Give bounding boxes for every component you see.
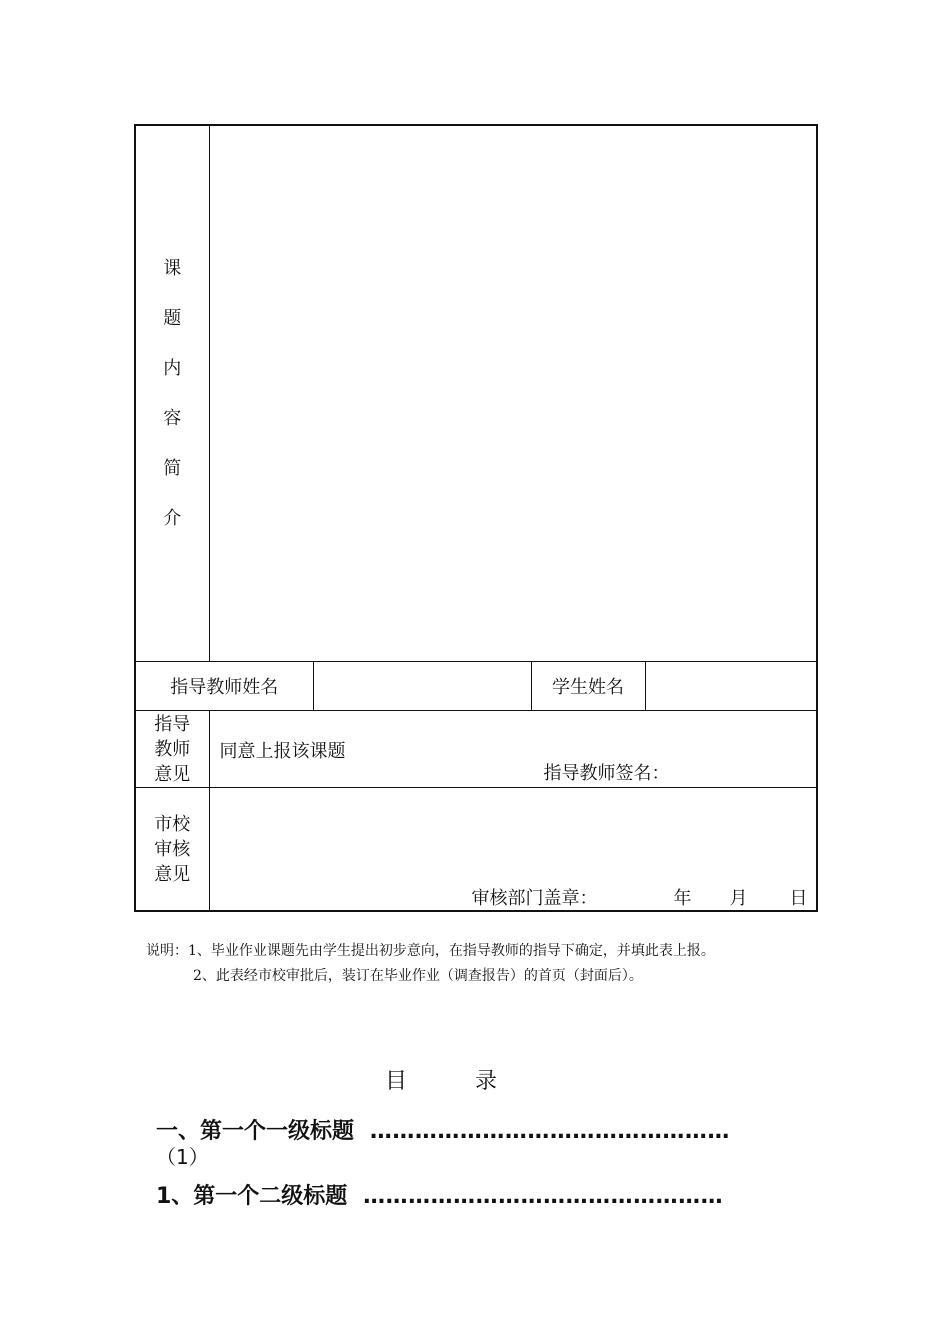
toc-entry[interactable] — [156, 1179, 806, 1210]
note-line-1: 说明：1、毕业作业课题先由学生提出初步意向，在指导教师的指导下确定，并填此表上报。 — [146, 943, 715, 959]
advisor-opinion-label — [135, 711, 209, 788]
student-name-label: 学生姓名 — [531, 662, 645, 711]
form-notes — [146, 939, 715, 989]
label-line: 意见 — [154, 863, 191, 885]
topic-content-field[interactable] — [209, 125, 817, 662]
toc-leader-dots: ………………………………………… — [354, 1184, 724, 1209]
topic-content-label — [135, 125, 209, 662]
review-stamp-label: 审核部门盖章： — [471, 888, 598, 909]
advisor-opinion-field[interactable] — [209, 711, 817, 788]
label-char: 简 — [163, 457, 182, 479]
date-month-label: 月 — [729, 888, 748, 909]
advisor-name-label: 指导教师姓名 — [135, 662, 313, 711]
student-name-field[interactable] — [645, 662, 817, 711]
advisor-name-field[interactable] — [313, 662, 531, 711]
label-line: 指导 — [154, 713, 191, 735]
label-line: 教师 — [154, 738, 191, 760]
toc-entry[interactable] — [156, 1114, 806, 1145]
label-char: 容 — [163, 407, 182, 429]
topic-application-form — [134, 124, 818, 912]
review-opinion-label — [135, 788, 209, 912]
advisor-opinion-text: 同意上报该课题 — [219, 741, 346, 762]
date-day-label: 日 — [789, 888, 808, 909]
label-line: 审核 — [154, 838, 191, 860]
label-char: 题 — [163, 307, 182, 329]
label-char: 课 — [163, 257, 182, 279]
advisor-signature-label: 指导教师签名： — [543, 763, 670, 784]
review-opinion-field[interactable] — [209, 788, 817, 912]
label-char: 内 — [163, 357, 182, 379]
label-line: 意见 — [154, 763, 191, 785]
label-line: 市校 — [154, 813, 191, 835]
toc-entry-page: （1） — [156, 1145, 209, 1169]
toc-title: 目录 — [384, 1069, 565, 1094]
label-char: 介 — [163, 507, 182, 529]
toc-leader-dots: ………………………………………… — [361, 1119, 730, 1144]
date-year-label: 年 — [673, 888, 692, 909]
toc-entry-title: 一、第一个一级标题 — [156, 1119, 355, 1144]
toc-entry-title: 1、第一个二级标题 — [156, 1184, 348, 1209]
note-line-2: 2、此表经市校审批后，装订在毕业作业（调查报告）的首页（封面后）。 — [193, 968, 643, 984]
